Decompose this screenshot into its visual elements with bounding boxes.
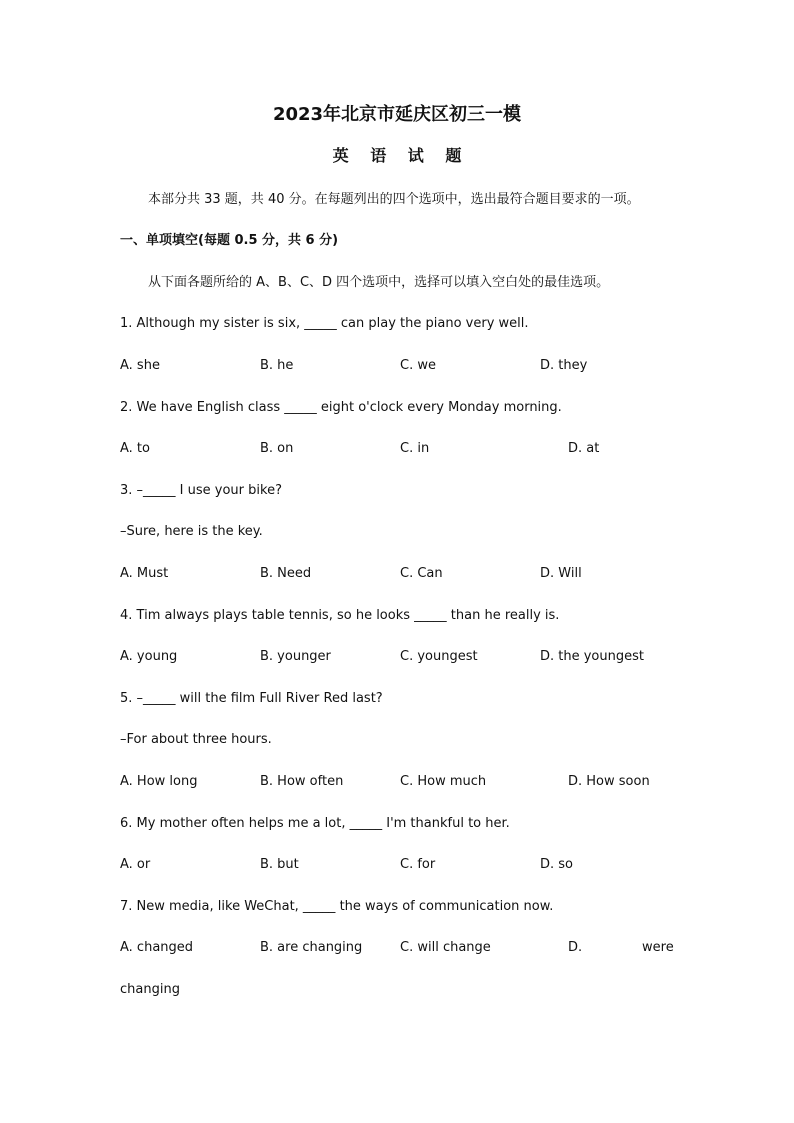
question-5-option-c: C. How much — [400, 774, 487, 789]
question-4-option-d: D. the youngest — [540, 649, 644, 664]
question-1-stem: 1. Although my sister is six, _____ can play the piano very well. — [120, 316, 529, 331]
question-3-stem: 3. –_____ I use your bike? — [120, 483, 282, 498]
question-7-option-a: A. changed — [120, 940, 194, 955]
question-2-stem: 2. We have English class _____ eight o'clock every Monday morning. — [120, 400, 562, 415]
intro-text: 本部分共 33 题，共 40 分。在每题列出的四个选项中，选出最符合题目要求的一项。 — [148, 192, 640, 207]
question-4-stem: 4. Tim always plays table tennis, so he looks _____ than he really is. — [120, 608, 560, 623]
question-4-option-c: C. youngest — [400, 649, 478, 664]
question-7-option-b: B. are changing — [260, 940, 363, 955]
question-7-option-d-letter: D. — [568, 940, 583, 955]
question-7-option-c: C. will change — [400, 940, 491, 955]
page-title: 2023年北京市延庆区初三一模 — [272, 104, 522, 125]
question-7-option-d-text: were — [642, 940, 674, 955]
question-2-option-d: D. at — [568, 441, 600, 456]
question-3-option-b: B. Need — [260, 566, 312, 581]
question-6-option-b: B. but — [260, 857, 299, 872]
question-6-stem: 6. My mother often helps me a lot, _____ I'm thankful to her. — [120, 816, 510, 831]
question-6-option-a: A. or — [120, 857, 151, 872]
question-3-response: –Sure, here is the key. — [120, 524, 263, 539]
question-1-option-d: D. they — [540, 358, 588, 373]
question-3-option-d: D. Will — [540, 566, 582, 581]
question-1-option-b: B. he — [260, 358, 294, 373]
question-5-response: –For about three hours. — [120, 732, 272, 747]
question-2-option-b: B. on — [260, 441, 294, 456]
question-7-stem: 7. New media, like WeChat, _____ the ways of communication now. — [120, 899, 554, 914]
question-4-option-b: B. younger — [260, 649, 331, 664]
section-heading: 一、单项填空(每题 0.5 分，共 6 分) — [120, 233, 339, 248]
question-5-option-d: D. How soon — [568, 774, 650, 789]
question-1-option-c: C. we — [400, 358, 436, 373]
question-4-option-a: A. young — [120, 649, 178, 664]
question-2-option-a: A. to — [120, 441, 150, 456]
question-3-option-c: C. Can — [400, 566, 443, 581]
page-subtitle: 英 语 试 题 — [332, 146, 470, 165]
section-instruction: 从下面各题所给的 A、B、C、D 四个选项中，选择可以填入空白处的最佳选项。 — [148, 275, 610, 290]
question-1-option-a: A. she — [120, 358, 160, 373]
question-5-option-b: B. How often — [260, 774, 344, 789]
question-7-option-d-wrap: changing — [120, 982, 180, 997]
question-6-option-d: D. so — [540, 857, 574, 872]
question-5-stem: 5. –_____ will the film Full River Red last? — [120, 691, 383, 706]
question-2-option-c: C. in — [400, 441, 430, 456]
question-6-option-c: C. for — [400, 857, 436, 872]
question-5-option-a: A. How long — [120, 774, 198, 789]
question-3-option-a: A. Must — [120, 566, 169, 581]
